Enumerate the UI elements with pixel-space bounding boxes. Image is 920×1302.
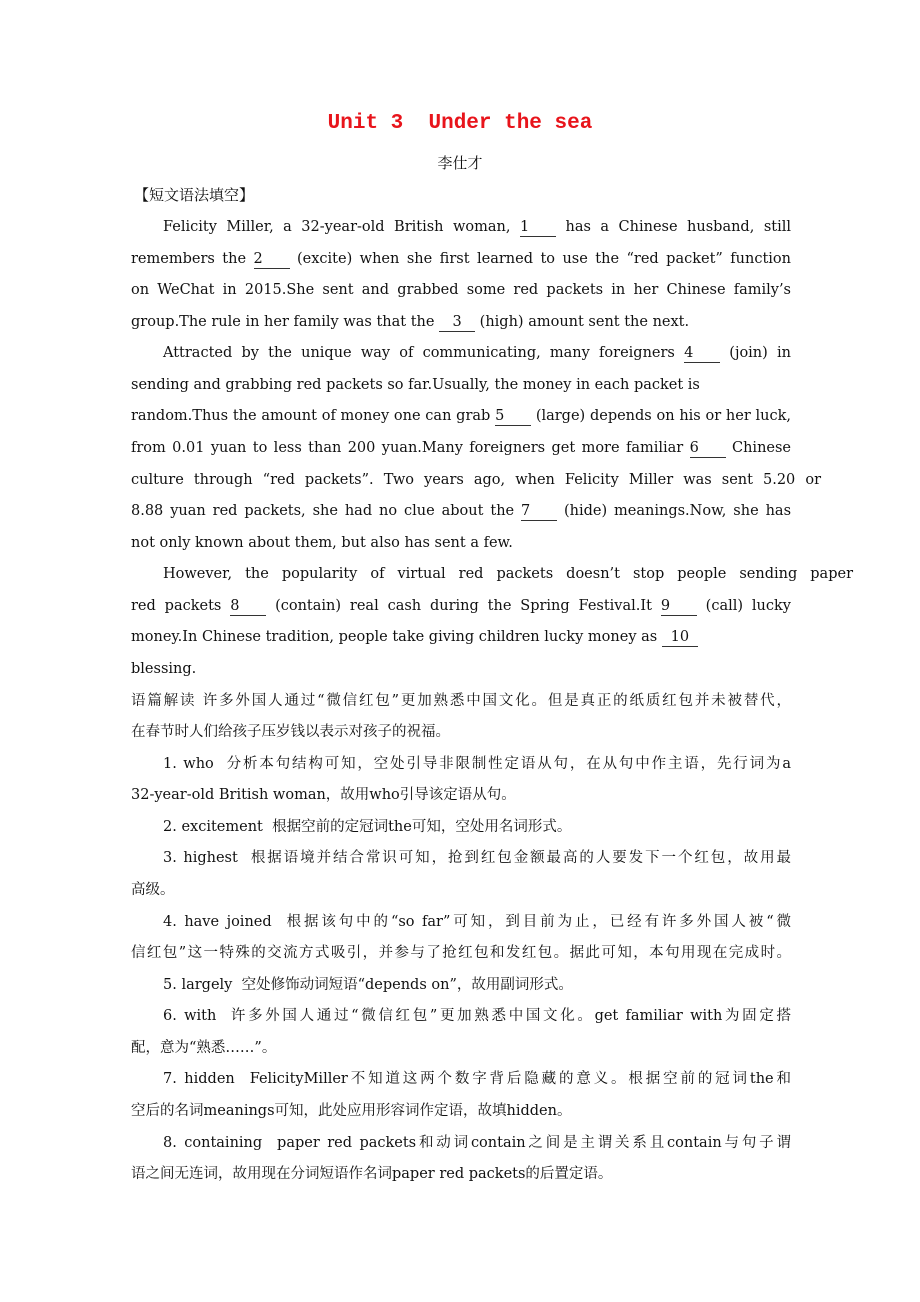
text-segment: 配，意为“熟悉……”。 <box>131 1039 277 1056</box>
text-segment: (call) lucky <box>696 597 791 614</box>
document-title: Unit 3 Under the sea <box>327 112 593 135</box>
answer-blank: 4 <box>684 344 720 363</box>
text-line <box>131 594 791 618</box>
text-segment: money.In Chinese tradition, people take giving children lucky money as <box>131 629 662 646</box>
text-line <box>163 1004 791 1028</box>
text-line <box>163 846 791 870</box>
answer-blank: 10 <box>662 628 698 647</box>
text-line <box>163 752 791 776</box>
text-segment: (large) depends on his or her luck, <box>531 408 792 425</box>
text-segment: has a Chinese husband, still <box>556 219 792 235</box>
text-segment: 在春节时人们给孩子压岁钱以表示对孩子的祝福。 <box>131 724 450 741</box>
text-segment: (high) amount sent the next. <box>475 313 690 330</box>
text-line <box>131 625 791 649</box>
text-line <box>163 215 791 239</box>
text-line <box>131 941 791 965</box>
text-line <box>163 1067 791 1091</box>
text-line <box>131 689 791 713</box>
text-segment: Attracted by the unique way of communicating, many foreigners <box>163 345 685 362</box>
text-segment: group.The rule in her family was that the <box>131 313 440 330</box>
answer-blank: 5 <box>495 407 531 426</box>
answer-blank: 2 <box>254 250 290 269</box>
text-segment: 8.88 yuan red packets, she had no clue about the <box>131 503 522 520</box>
text-segment: (excite) when she first learned to use the “red packet” function <box>289 250 792 267</box>
text-line <box>131 783 791 807</box>
answer-blank: 8 <box>230 597 266 616</box>
text-line <box>131 1162 791 1186</box>
text-line <box>131 878 791 902</box>
text-segment: 2. excitement 根据空前的定冠词the可知，空处用名词形式。 <box>163 818 572 835</box>
text-line <box>131 720 791 744</box>
text-segment: 6. with 许多外国人通过“微信红包”更加熟悉中国文化。get familiar with为固定搭 <box>163 1008 791 1025</box>
text-line <box>131 468 821 492</box>
text-line <box>131 247 791 271</box>
answer-blank: 3 <box>439 313 475 332</box>
text-line <box>131 404 791 428</box>
text-line <box>131 310 791 334</box>
text-segment: 1. who 分析本句结构可知，空处引导非限制性定语从句，在从句中作主语，先行词为a <box>163 755 791 772</box>
text-segment: (hide) meanings.Now, she has <box>557 503 792 520</box>
text-line <box>131 278 791 302</box>
text-segment: random.Thus the amount of money one can grab <box>131 408 496 425</box>
text-segment: 5. largely 空处修饰动词短语“depends on”，故用副词形式。 <box>163 976 573 993</box>
text-segment: red packets <box>131 597 231 614</box>
text-line <box>131 436 791 460</box>
text-segment: However, the popularity of virtual red packets doesn’t stop people sending paper <box>163 566 853 583</box>
text-line <box>163 815 791 839</box>
text-segment: 语篇解读 许多外国人通过“微信红包”更加熟悉中国文化。但是真正的纸质红包并未被替代， <box>131 692 791 709</box>
text-line <box>131 373 791 397</box>
text-segment: 高级。 <box>131 881 175 898</box>
text-segment: (contain) real cash during the Spring Festival.It <box>266 597 661 614</box>
text-line <box>131 499 791 523</box>
text-segment: (join) in <box>720 345 791 362</box>
answer-blank: 1 <box>520 218 556 237</box>
text-segment: 3. highest 根据语境并结合常识可知，抢到红包金额最高的人要发下一个红包，故用最 <box>163 850 791 867</box>
text-segment: 空后的名词meanings可知，此处应用形容词作定语，故填hidden。 <box>131 1102 572 1119</box>
text-segment: from 0.01 yuan to less than 200 yuan.Many foreigners get more familiar <box>131 439 690 456</box>
text-segment: blessing. <box>131 660 197 677</box>
text-segment: Chinese <box>725 439 792 456</box>
section-heading: 【短文语法填空】 <box>134 186 255 204</box>
text-segment: 7. hidden FelicityMiller不知道这两个数字背后隐藏的意义。根据空前的冠词the和 <box>163 1071 791 1088</box>
text-segment: 8. containing paper red packets和动词contain之间是主谓关系且contain与句子谓 <box>163 1134 791 1151</box>
text-segment: 32-year-old British woman，故用who引导该定语从句。 <box>131 787 516 804</box>
text-line <box>131 1036 791 1060</box>
text-line <box>163 341 791 365</box>
answer-blank: 7 <box>521 502 557 521</box>
answer-blank: 9 <box>661 597 697 616</box>
text-segment: remembers the <box>131 250 254 267</box>
text-segment: culture through “red packets”. Two years ago, when Felicity Miller was sent 5.20 or <box>131 471 821 488</box>
text-line <box>131 531 791 555</box>
text-segment: 语之间无连词，故用现在分词短语作名词paper red packets的后置定语。 <box>131 1166 613 1183</box>
author-name: 李仕才 <box>437 154 483 172</box>
text-line <box>131 657 791 681</box>
text-line <box>163 910 791 934</box>
text-segment: not only known about them, but also has sent a few. <box>131 534 513 551</box>
text-segment: 信红包”这一特殊的交流方式吸引，并参与了抢红包和发红包。据此可知，本句用现在完成时。 <box>131 945 791 962</box>
text-segment: 4. have joined 根据该句中的“so far”可知，到目前为止，已经有许多外国人被“微 <box>163 913 791 930</box>
text-line <box>163 1131 791 1155</box>
text-segment: Felicity Miller, a 32-year-old British woman, <box>163 219 520 235</box>
text-segment: sending and grabbing red packets so far.Usually, the money in each packet is <box>131 376 700 393</box>
text-line <box>163 973 791 997</box>
text-line <box>131 1099 791 1123</box>
text-line <box>163 562 853 586</box>
answer-blank: 6 <box>690 439 726 458</box>
text-segment: on WeChat in 2015.She sent and grabbed some red packets in her Chinese family’s <box>131 282 791 299</box>
